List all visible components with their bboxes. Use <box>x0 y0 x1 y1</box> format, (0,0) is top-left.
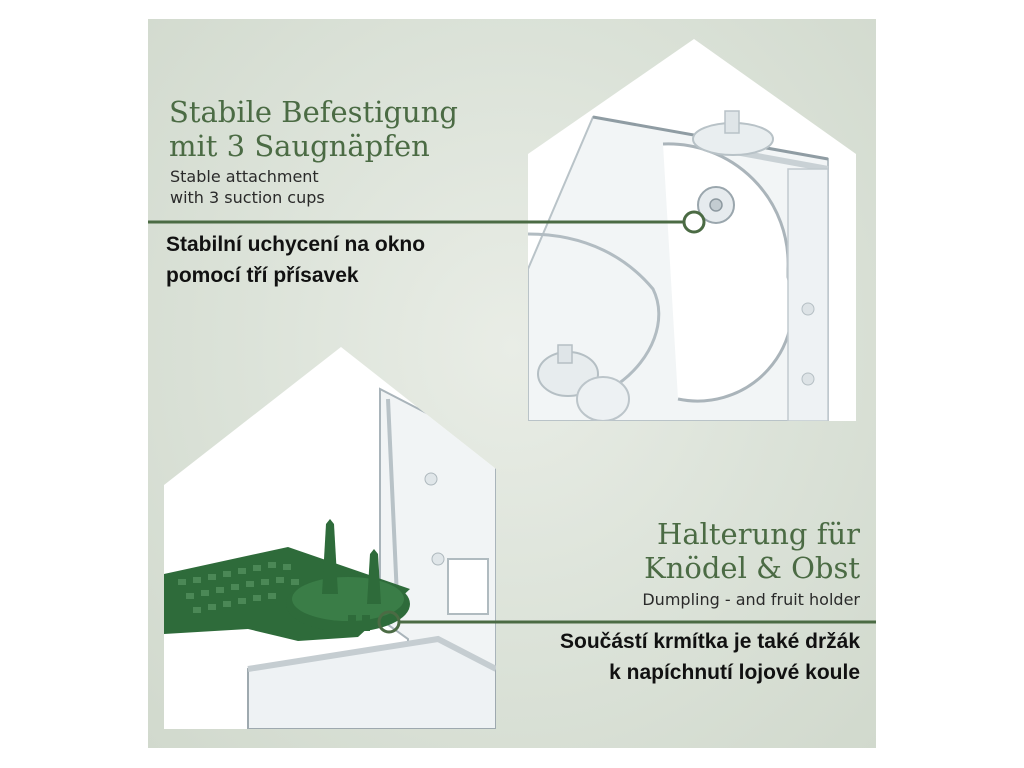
top-feature-subtitle-en <box>170 166 325 208</box>
bottom-title-line2: Knödel & Obst <box>644 551 860 585</box>
suction-cup-photo <box>528 39 856 421</box>
top-title-line1: Stabile Befestigung <box>169 95 458 129</box>
top-subtitle-line1: Stable attachment <box>170 167 319 186</box>
top-feature-text-cz <box>166 229 425 291</box>
bottom-title-line1: Halterung für <box>657 517 860 551</box>
dumpling-holder-photo <box>164 347 496 729</box>
bottom-cz-line2: k napíchnutí lojové koule <box>609 661 860 684</box>
bottom-feature-title-de <box>644 517 860 585</box>
top-cz-line2: pomocí tří přísavek <box>166 264 359 287</box>
bottom-feature-text-cz <box>560 626 860 688</box>
bottom-cz-line1: Součástí krmítka je také držák <box>560 630 860 653</box>
top-cz-line1: Stabilní uchycení na okno <box>166 233 426 256</box>
top-title-line2: mit 3 Saugnäpfen <box>169 129 430 163</box>
bottom-feature-subtitle-en: Dumpling - and fruit holder <box>642 590 860 609</box>
feature-panel <box>148 19 876 748</box>
top-feature-title-de <box>169 95 458 163</box>
top-subtitle-line2: with 3 suction cups <box>170 188 325 207</box>
